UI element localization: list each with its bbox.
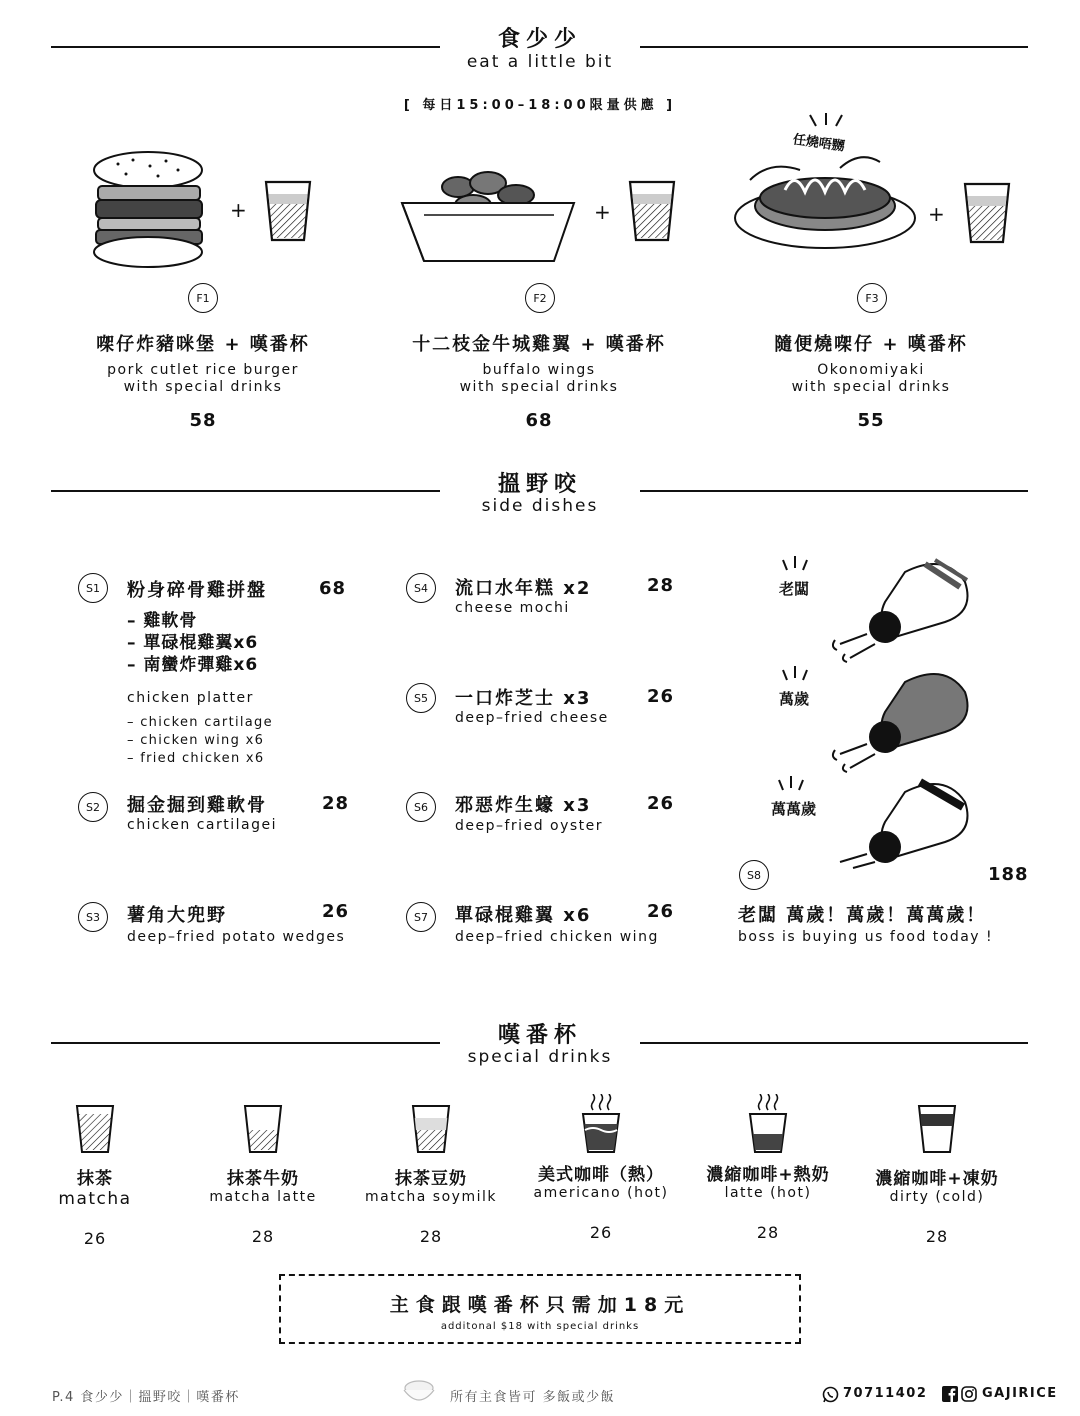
- combo-name-en: with special drinks: [791, 379, 951, 395]
- side-name-en: deep–fried oyster: [455, 818, 604, 834]
- side-name-en: boss is buying us food today !: [738, 929, 994, 945]
- item-code-badge: S3: [78, 902, 108, 932]
- side-name-en: deep–fried chicken wing: [455, 929, 659, 945]
- whatsapp-icon: [822, 1386, 839, 1403]
- illustration-caption: 任燒唔嬲: [791, 132, 846, 155]
- combo-price: 68: [525, 410, 553, 431]
- plus-sign: +: [594, 200, 611, 224]
- divider-line: [51, 490, 440, 492]
- side-price: 188: [988, 864, 1029, 885]
- item-code-badge: S8: [739, 860, 769, 890]
- combo-name-zh: 十二枝金牛城雞翼 + 嘆番杯: [412, 334, 666, 355]
- plus-sign: +: [928, 202, 945, 226]
- matcha-latte-cup-icon: [243, 1104, 283, 1154]
- burger-illustration: [88, 148, 228, 270]
- item-code-badge: S2: [78, 792, 108, 822]
- drink-name-zh: 抹茶豆奶: [395, 1169, 467, 1189]
- side-sub-zh: – 單碌棍雞翼x6: [127, 633, 259, 653]
- combo-name-en: with special drinks: [459, 379, 619, 395]
- drink-name-en: latte (hot): [724, 1185, 812, 1201]
- rice-note: 所有主食皆可 多飯或少飯: [450, 1390, 616, 1405]
- side-sub-zh: – 南蠻炸彈雞x6: [127, 655, 259, 675]
- item-code-badge: S6: [406, 792, 436, 822]
- rice-bowl-icon: [402, 1378, 436, 1406]
- combo-name-en: Okonomiyaki: [817, 362, 925, 378]
- side-name-zh: 邪惡炸生蠔 x3: [455, 795, 592, 816]
- drink-name-en: matcha: [58, 1189, 132, 1209]
- drink-price: 26: [589, 1223, 613, 1242]
- okonomiyaki-illustration: [730, 110, 920, 260]
- combo-name-zh: 㗎仔炸豬咪堡 + 嘆番杯: [96, 334, 310, 355]
- facebook-icon: [942, 1386, 958, 1402]
- side-sub-zh: – 雞軟骨: [127, 611, 198, 631]
- side-name-en: cheese mochi: [455, 600, 570, 616]
- drink-price: 28: [251, 1227, 275, 1246]
- item-code-badge: S5: [406, 683, 436, 713]
- drink-item: [346, 1104, 516, 1246]
- side-price: 28: [647, 575, 675, 596]
- side-price: 26: [647, 901, 675, 922]
- combo-name-en: pork cutlet rice burger: [107, 362, 299, 378]
- divider-line: [640, 490, 1028, 492]
- drink-price: 26: [83, 1229, 107, 1248]
- section-title-en: side dishes: [481, 496, 599, 516]
- side-name-zh: 薯角大兜野: [127, 905, 227, 926]
- combo-name-en: with special drinks: [123, 379, 283, 395]
- item-code-badge: F2: [525, 283, 555, 313]
- section-title-en: special drinks: [467, 1047, 613, 1067]
- side-name-en: deep–fried cheese: [455, 710, 609, 726]
- plus-sign: +: [230, 198, 247, 222]
- drink-name-en: dirty (cold): [889, 1189, 985, 1205]
- figure-label: 萬歲: [779, 690, 810, 708]
- item-code-badge: F1: [188, 283, 218, 313]
- drink-name-zh: 抹茶牛奶: [227, 1169, 299, 1189]
- drink-item: [178, 1104, 348, 1246]
- item-code-badge: F3: [857, 283, 887, 313]
- drink-price: 28: [419, 1227, 443, 1246]
- drink-name-zh: 美式咖啡（熱）: [538, 1165, 664, 1185]
- section-title-zh: 嘆番杯: [497, 1023, 582, 1048]
- section-title-zh: 食少少: [497, 27, 582, 52]
- side-name-zh: 流口水年糕 x2: [455, 578, 592, 599]
- drink-cup-icon: [963, 182, 1011, 244]
- drink-name-en: matcha soymilk: [365, 1189, 497, 1205]
- divider-line: [640, 46, 1028, 48]
- instagram-icon: [961, 1386, 977, 1402]
- side-name-zh: 一口炸芝士 x3: [455, 688, 592, 709]
- side-sub-en: – chicken cartilage: [127, 715, 273, 730]
- drink-item: [10, 1104, 180, 1248]
- side-name-en: deep–fried potato wedges: [127, 929, 346, 945]
- matcha-soymilk-cup-icon: [411, 1104, 451, 1154]
- drink-name-zh: 濃縮咖啡+凍奶: [875, 1169, 999, 1189]
- drink-item: [683, 1094, 853, 1242]
- drink-cup-icon: [264, 180, 312, 242]
- americano-hot-cup-icon: [581, 1094, 621, 1154]
- side-name-zh: 單碌棍雞翼 x6: [455, 905, 592, 926]
- side-price: 26: [322, 901, 350, 922]
- drink-name-zh: 抹茶: [77, 1169, 113, 1189]
- side-sub-en: – fried chicken x6: [127, 751, 265, 766]
- side-name-zh: 老闆 萬歲！萬歲！萬萬歲！: [738, 905, 987, 926]
- matcha-cup-icon: [75, 1104, 115, 1154]
- page-footer-label: P.4 食少少｜搵野咬｜嘆番杯: [52, 1390, 240, 1405]
- combo-name-zh: 隨便燒㗎仔 + 嘆番杯: [774, 334, 968, 355]
- combo-item: [43, 330, 363, 431]
- drink-item: [852, 1104, 1022, 1246]
- promo-text-zh: 主食跟嘆番杯只需加18元: [389, 1294, 691, 1316]
- time-note: [ 每日15:00–18:00限量供應 ]: [403, 98, 677, 113]
- phone-number: 70711402: [843, 1386, 928, 1401]
- combo-price: 58: [189, 410, 217, 431]
- side-name-zh: 粉身碎骨雞拼盤: [127, 580, 267, 601]
- side-sub-en: – chicken wing x6: [127, 733, 265, 748]
- dirty-cold-cup-icon: [917, 1104, 957, 1154]
- drink-name-en: matcha latte: [209, 1189, 317, 1205]
- promo-box: [279, 1274, 801, 1344]
- side-name-zh: 掘金掘到雞軟骨: [127, 795, 267, 816]
- combo-item: [711, 330, 1031, 431]
- combo-name-en: buffalo wings: [482, 362, 596, 378]
- item-code-badge: S4: [406, 573, 436, 603]
- drink-name-en: americano (hot): [533, 1185, 669, 1201]
- combo-item: [379, 330, 699, 431]
- side-price: 26: [647, 793, 675, 814]
- divider-line: [640, 1042, 1028, 1044]
- item-code-badge: S7: [406, 902, 436, 932]
- side-price: 28: [322, 793, 350, 814]
- bowing-figures-illustration: [775, 552, 985, 870]
- section-title-zh: 搵野咬: [497, 472, 582, 497]
- side-price: 68: [319, 578, 347, 599]
- side-name-en: chicken platter: [127, 690, 254, 706]
- item-code-badge: S1: [78, 573, 108, 603]
- drink-name-zh: 濃縮咖啡+熱奶: [706, 1165, 830, 1185]
- divider-line: [51, 46, 440, 48]
- side-price: 26: [647, 686, 675, 707]
- side-name-en: chicken cartilagei: [127, 817, 277, 833]
- drink-price: 28: [756, 1223, 780, 1242]
- promo-text-en: additonal $18 with special drinks: [440, 1321, 640, 1332]
- drink-cup-icon: [628, 180, 676, 242]
- drink-price: 28: [925, 1227, 949, 1246]
- figure-label: 萬萬歲: [771, 800, 817, 818]
- divider-line: [51, 1042, 440, 1044]
- figure-label: 老闆: [779, 580, 810, 598]
- social-handle: GAJIRICE: [982, 1386, 1058, 1401]
- wings-illustration: [398, 165, 578, 265]
- section-title-en: eat a little bit: [466, 52, 614, 72]
- drink-item: [516, 1094, 686, 1242]
- latte-hot-cup-icon: [748, 1094, 788, 1154]
- combo-price: 55: [857, 410, 885, 431]
